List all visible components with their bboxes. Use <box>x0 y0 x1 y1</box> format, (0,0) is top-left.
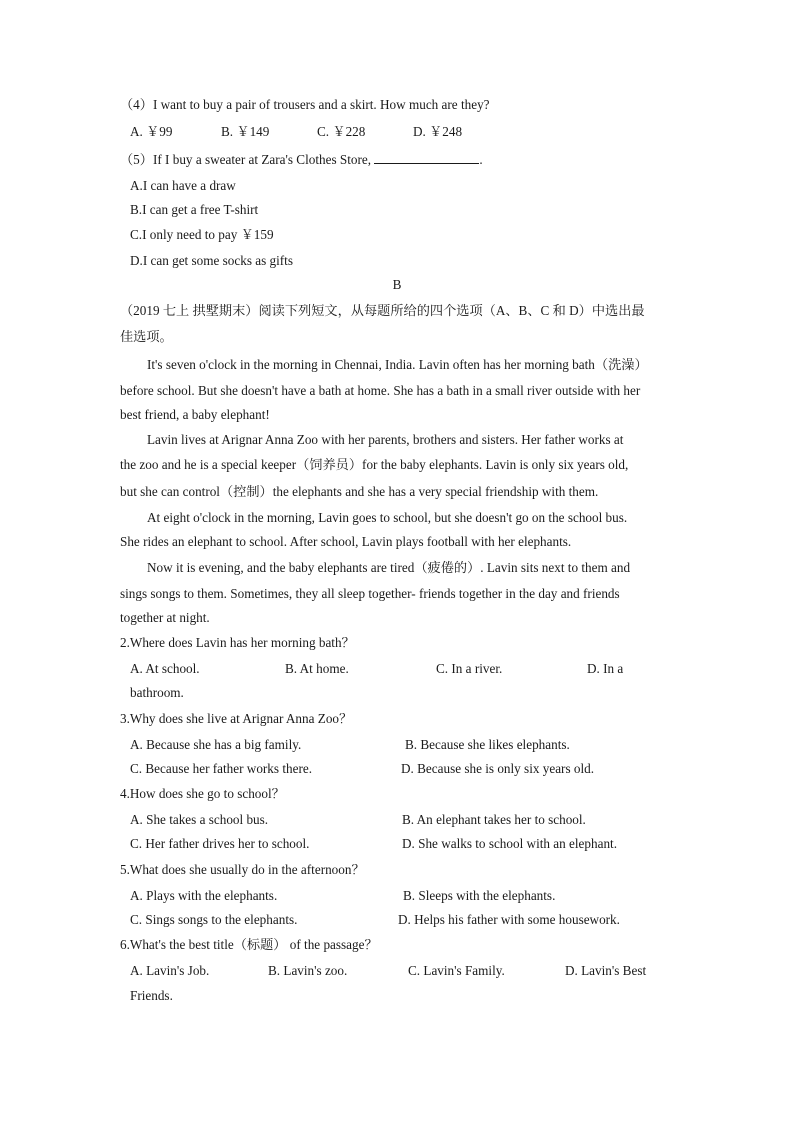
q5-option-a: A.I can have a draw <box>130 178 236 193</box>
q5-option-c: C.I only need to pay ￥159 <box>130 227 274 242</box>
question-stem: 3.Why does she live at Arignar Anna Zoo？ <box>120 711 353 726</box>
option-b: B. Sleeps with the elephants. <box>403 888 556 903</box>
option-d: D. In a <box>587 661 624 676</box>
passage-line: the zoo and he is a special keeper（饲养员）for the baby elephants. Lavin is only six years old, <box>120 457 629 472</box>
q5-stem-text: （5）If I buy a sweater at Zara's Clothes Store, <box>120 152 372 167</box>
option-c: C. In a river. <box>436 661 503 676</box>
option-d: D. She walks to school with an elephant. <box>402 836 617 851</box>
option-c: C. Her father drives her to school. <box>130 836 310 851</box>
q4-option-c: C. ￥228 <box>317 124 366 139</box>
question-stem: 5.What does she usually do in the afternoon？ <box>120 862 365 877</box>
option-d: D. Lavin's Best <box>565 963 647 978</box>
option-b: B. At home. <box>285 661 349 676</box>
q4-option-b: B. ￥149 <box>221 124 270 139</box>
q5-stem-end: . <box>479 152 483 167</box>
option-a: A. Lavin's Job. <box>130 963 210 978</box>
option-c: C. Sings songs to the elephants. <box>130 912 298 927</box>
option-d-wrap: bathroom. <box>130 685 184 700</box>
passage-line: sings songs to them. Sometimes, they all sleep together- friends together in the day and friends <box>120 586 620 601</box>
section-instruction-line-1: （2019 七上 拱墅期末）阅读下列短文，从每题所给的四个选项（A、B、C 和 D）中选出最 <box>120 303 645 318</box>
option-a: A. At school. <box>130 661 200 676</box>
passage-line: before school. But she doesn't have a bath at home. She has a bath in a small river outside with her <box>120 383 641 398</box>
option-a: A. Plays with the elephants. <box>130 888 278 903</box>
q5-stem <box>120 151 483 169</box>
option-d: D. Helps his father with some housework. <box>398 912 620 927</box>
option-d: D. Because she is only six years old. <box>401 761 595 776</box>
passage-line: It's seven o'clock in the morning in Chennai, India. Lavin often has her morning bath（洗澡） <box>147 357 648 372</box>
option-b: B. An elephant takes her to school. <box>402 812 586 827</box>
passage-line: Now it is evening, and the baby elephants are tired（疲倦的）. Lavin sits next to them and <box>147 560 631 575</box>
passage-line: best friend, a baby elephant! <box>120 407 270 422</box>
passage-line: She rides an elephant to school. After school, Lavin plays football with her elephants. <box>120 534 572 549</box>
question-stem: 6.What's the best title（标题） of the passage？ <box>120 937 378 952</box>
q5-option-d: D.I can get some socks as gifts <box>130 253 293 268</box>
q4-stem: （4）I want to buy a pair of trousers and a skirt. How much are they? <box>120 97 490 112</box>
option-b: B. Lavin's zoo. <box>268 963 348 978</box>
q4-option-a: A. ￥99 <box>130 124 173 139</box>
option-c: C. Lavin's Family. <box>408 963 505 978</box>
q4-option-d: D. ￥248 <box>413 124 463 139</box>
question-stem: 4.How does she go to school？ <box>120 786 285 801</box>
option-a: A. She takes a school bus. <box>130 812 269 827</box>
q5-option-b: B.I can get a free T-shirt <box>130 202 259 217</box>
question-stem: 2.Where does Lavin has her morning bath？ <box>120 635 355 650</box>
option-c: C. Because her father works there. <box>130 761 312 776</box>
option-a: A. Because she has a big family. <box>130 737 302 752</box>
section-instruction-line-2: 佳选项。 <box>120 329 173 344</box>
passage-line: At eight o'clock in the morning, Lavin goes to school, but she doesn't go on the school bus. <box>147 510 628 525</box>
passage-line: together at night. <box>120 610 210 625</box>
option-b: B. Because she likes elephants. <box>405 737 570 752</box>
passage-line: but she can control（控制）the elephants and she has a very special friendship with them. <box>120 484 599 499</box>
section-label: B <box>392 277 402 292</box>
passage-line: Lavin lives at Arignar Anna Zoo with her parents, brothers and sisters. Her father works at <box>147 432 624 447</box>
option-d-wrap: Friends. <box>130 988 173 1003</box>
answer-blank <box>374 151 479 164</box>
